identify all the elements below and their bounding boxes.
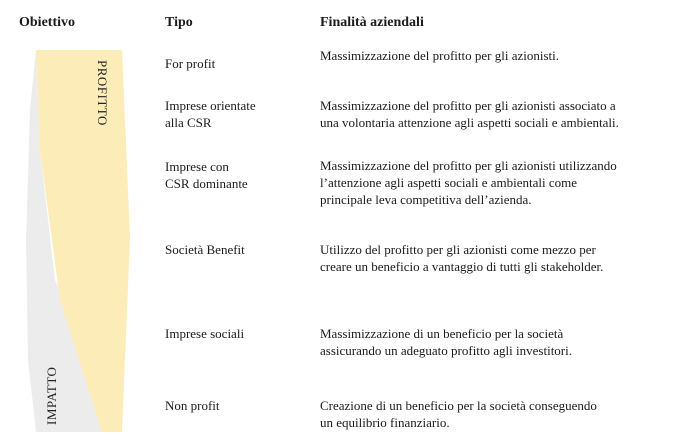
finalita-imprese-orientate-csr: Massimizzazione del profitto per gli azionisti associato a una volontaria attenzione agli aspetti sociali e ambientali. — [320, 98, 619, 130]
header-obiettivo: Obiettivo — [19, 15, 75, 30]
label-impatto: IMPATTO — [44, 366, 59, 425]
tipo-societa-benefit: Società Benefit — [165, 242, 245, 257]
profit-impact-diagram — [0, 0, 140, 446]
tipo-imprese-sociali: Imprese sociali — [165, 326, 245, 341]
profit-wedge-point — [122, 50, 130, 432]
finalita-imprese-sociali: Massimizzazione di un beneficio per la società assicurando un adeguato profitto agli investitori. — [320, 326, 572, 358]
tipo-imprese-csr-dominante: Imprese con CSR dominante — [165, 159, 248, 191]
finalita-imprese-csr-dominante: Massimizzazione del profitto per gli azionisti utilizzando l’attenzione agli aspetti sociali e ambientali come principale leva competitiva dell’azienda. — [320, 158, 617, 207]
tipo-for-profit: For profit — [165, 56, 216, 71]
tipo-imprese-orientate-csr: Imprese orientate alla CSR — [165, 98, 256, 130]
finalita-for-profit: Massimizzazione del profitto per gli azionisti. — [320, 48, 559, 63]
header-finalita: Finalità aziendali — [320, 15, 424, 30]
finalita-societa-benefit: Utilizzo del profitto per gli azionisti come mezzo per creare un beneficio a vantaggio di tutti gli stakeholder. — [320, 242, 604, 274]
header-tipo: Tipo — [165, 15, 193, 30]
finalita-non-profit: Creazione di un beneficio per la società conseguendo un equilibrio finanziario. — [320, 398, 597, 430]
label-profitto: PROFITTO — [95, 60, 110, 126]
tipo-non-profit: Non profit — [165, 398, 220, 413]
